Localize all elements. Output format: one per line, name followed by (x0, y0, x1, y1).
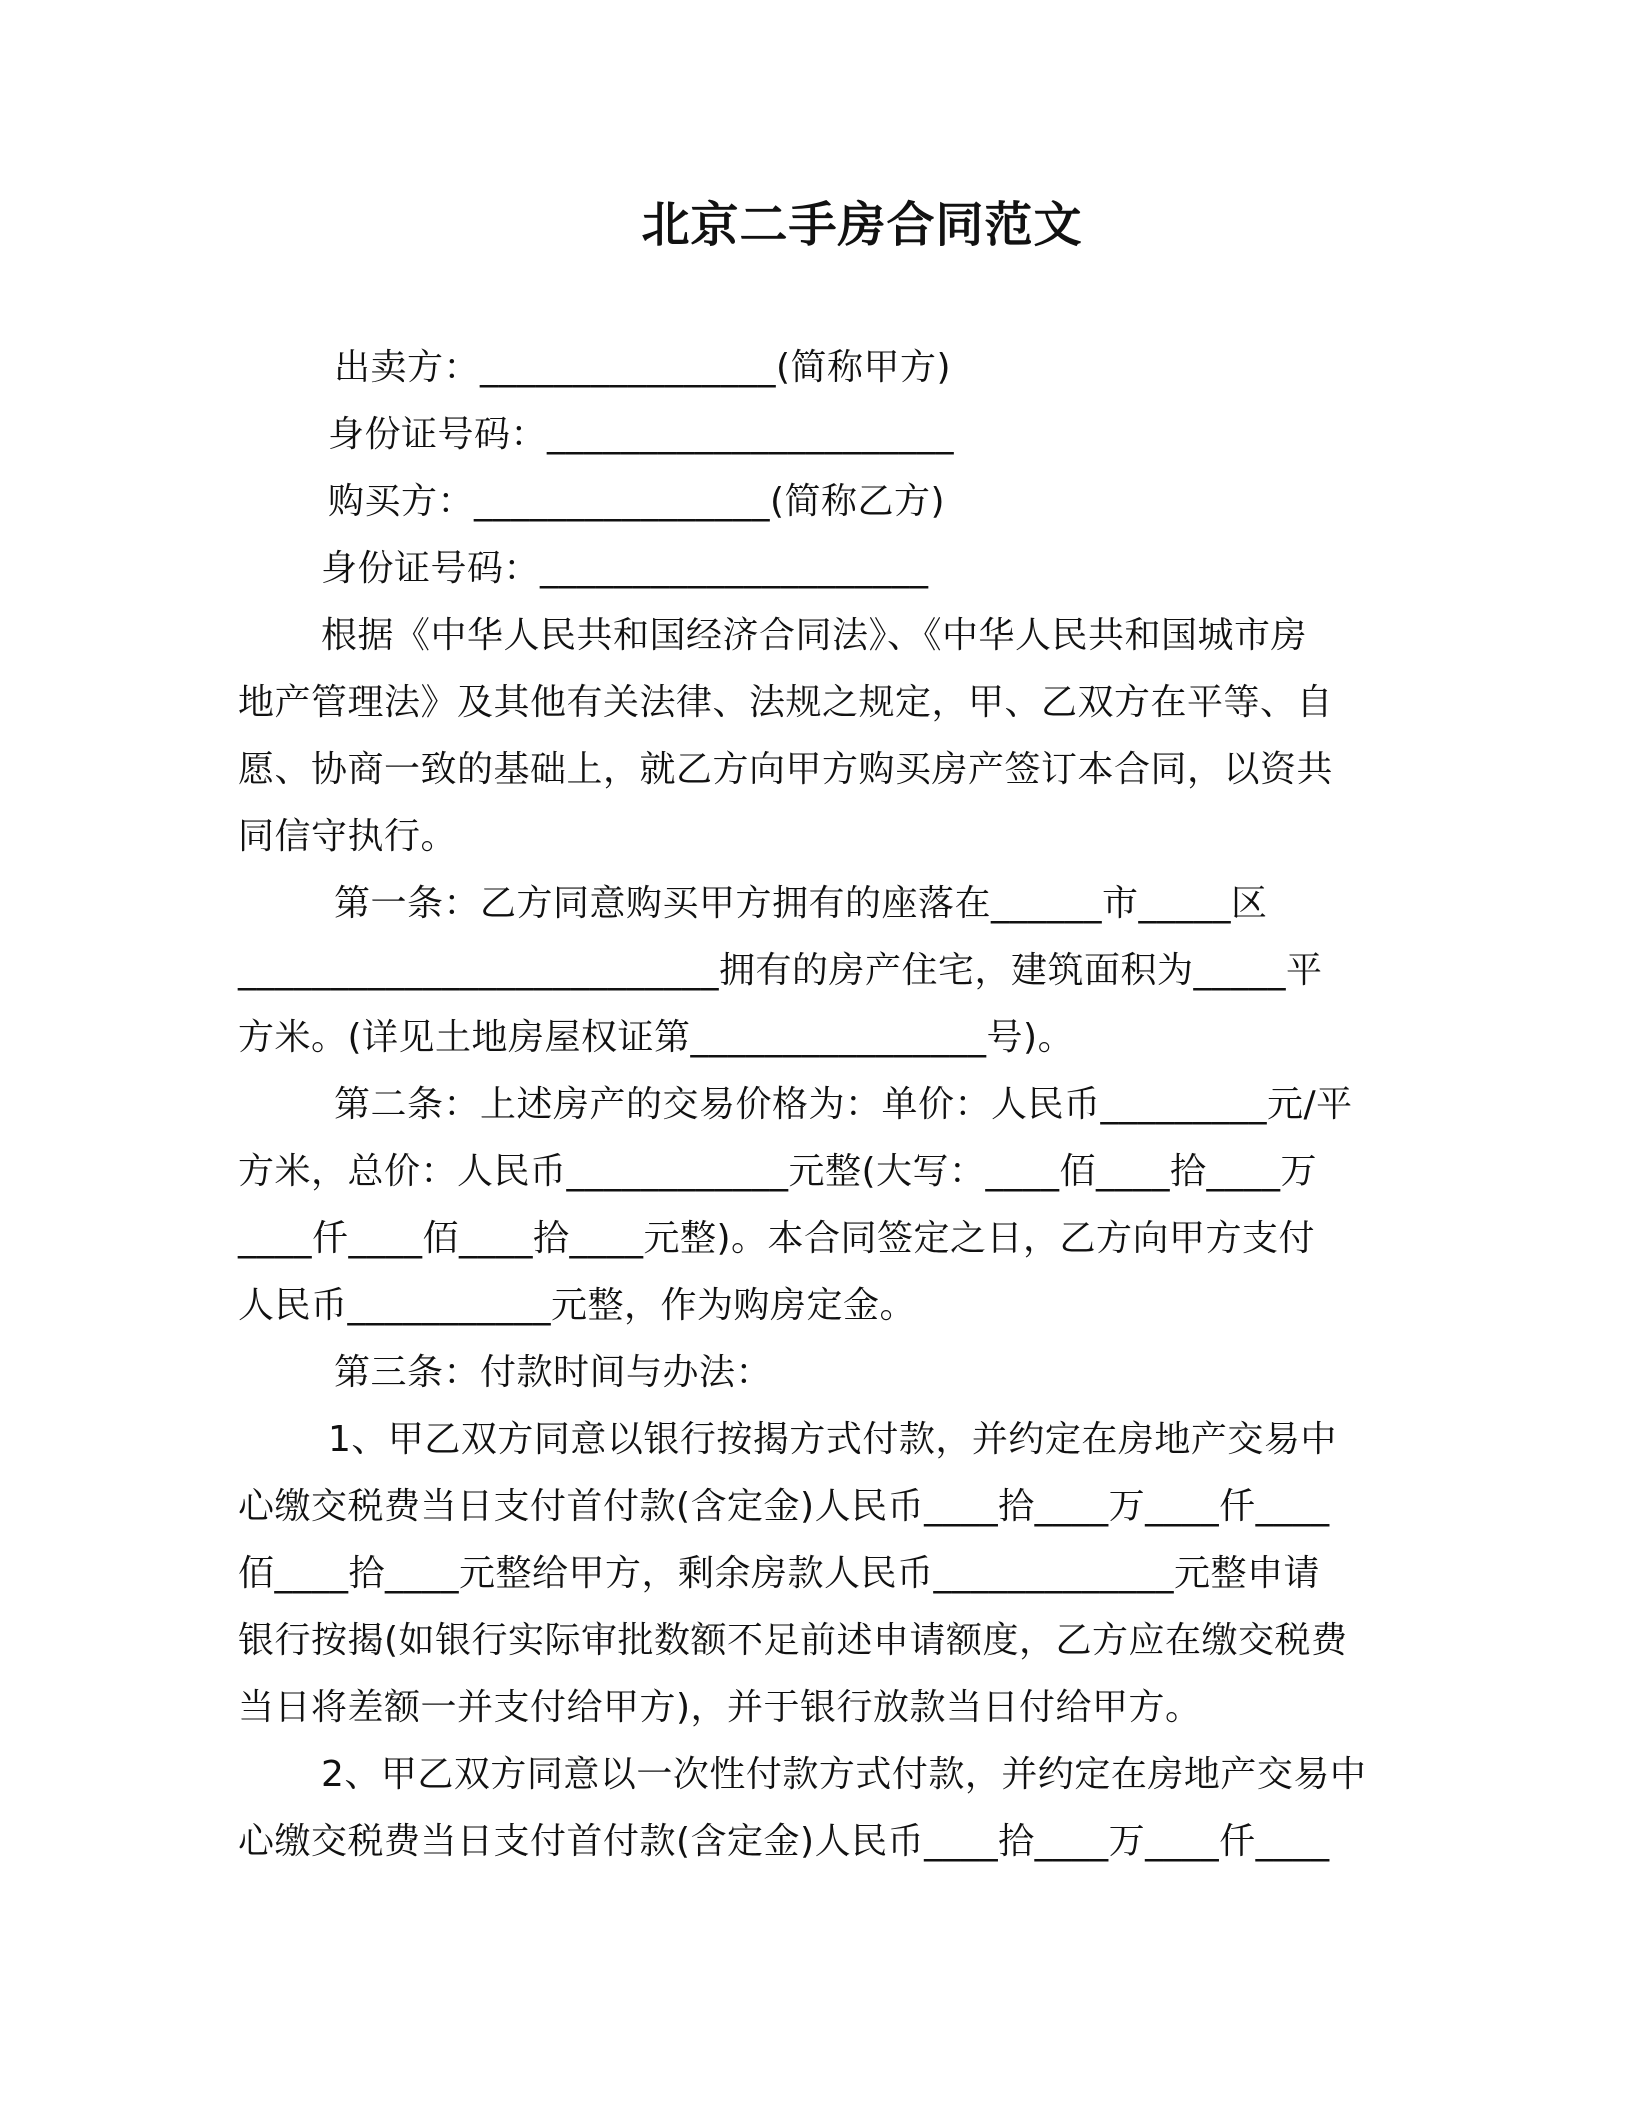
article-2-line-4: 人民币___________元整，作为购房定金。 (238, 1285, 917, 1326)
article-1-line-2: __________________________拥有的房产住宅，建筑面积为_____平 (238, 950, 1323, 991)
article-3-heading: 第三条：付款时间与办法： (334, 1352, 773, 1393)
preamble-line-4: 同信守执行。 (238, 816, 458, 857)
buyer-id-line: 身份证号码：_____________________ (321, 548, 929, 589)
preamble-line-1: 根据《中华人民共和国经济合同法》、《中华人民共和国城市房 (321, 615, 1308, 656)
article-2-line-3: ____仟____佰____拾____元整)。本合同签定之日，乙方向甲方支付 (238, 1218, 1316, 1259)
buyer-line: 购买方：________________(简称乙方) (328, 481, 946, 522)
clause-2-line-2: 心缴交税费当日支付首付款(含定金)人民币____拾____万____仟____ (238, 1821, 1330, 1862)
preamble-line-2: 地产管理法》及其他有关法律、法规之规定，甲、乙双方在平等、自 (238, 682, 1334, 723)
document-title: 北京二手房合同范文 (641, 197, 1083, 253)
article-2-line-2: 方米，总价：人民币____________元整(大写：____佰____拾____万 (238, 1151, 1318, 1192)
article-2-line-1: 第二条：上述房产的交易价格为：单价：人民币_________元/平 (334, 1084, 1353, 1125)
seller-id-line: 身份证号码：______________________ (328, 414, 955, 455)
article-1-line-3: 方米。(详见土地房屋权证第________________号)。 (238, 1017, 1075, 1058)
clause-1-line-2: 心缴交税费当日支付首付款(含定金)人民币____拾____万____仟____ (238, 1486, 1330, 1527)
clause-1-line-3: 佰____拾____元整给甲方，剩余房款人民币_____________元整申请 (238, 1553, 1321, 1594)
article-1-line-1: 第一条：乙方同意购买甲方拥有的座落在______市_____区 (334, 883, 1268, 924)
clause-2-line-1: 2、甲乙双方同意以一次性付款方式付款，并约定在房地产交易中 (321, 1754, 1367, 1795)
clause-1-line-1: 1、甲乙双方同意以银行按揭方式付款，并约定在房地产交易中 (328, 1419, 1337, 1460)
clause-1-line-5: 当日将差额一并支付给甲方)，并于银行放款当日付给甲方。 (238, 1687, 1202, 1728)
clause-1-line-4: 银行按揭(如银行实际审批数额不足前述申请额度，乙方应在缴交税费 (238, 1620, 1348, 1661)
preamble-line-3: 愿、协商一致的基础上，就乙方向甲方购买房产签订本合同，以资共 (238, 749, 1334, 790)
seller-line: 出卖方：________________(简称甲方) (334, 347, 952, 388)
